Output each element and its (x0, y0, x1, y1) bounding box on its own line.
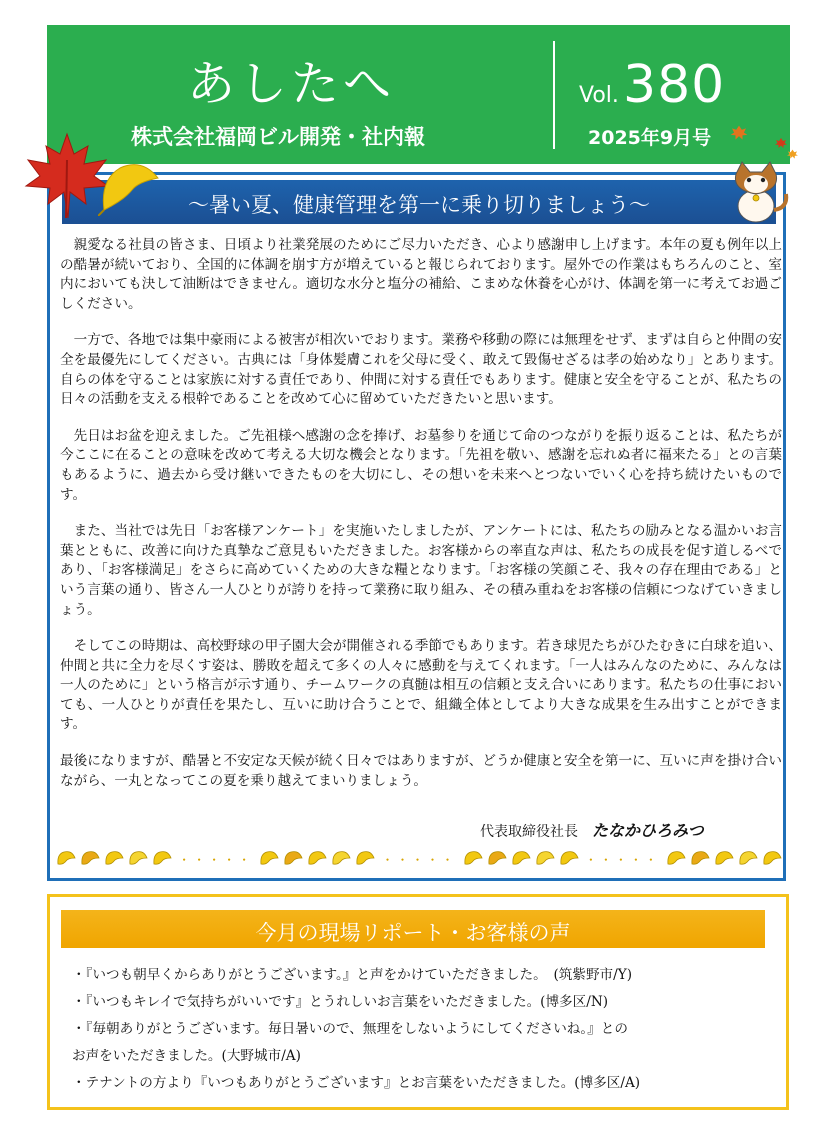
newsletter-title: あしたへ (187, 56, 396, 112)
signature (480, 818, 704, 841)
header (47, 25, 790, 164)
ginkgo-leaf-icon (80, 850, 100, 868)
report-banner-text: 今月の現場リポート・お客様の声 (255, 921, 571, 945)
ginkgo-leaf-icon (128, 850, 148, 868)
issue-date: 2025年9月号 (588, 127, 712, 149)
ginkgo-leaf-icon (56, 850, 76, 868)
message-banner-text: ～暑い夏、健康管理を第一に乗り切りましょう～ (188, 193, 650, 217)
ginkgo-leaf-icon (307, 850, 327, 868)
list-item: お声をいただきました。(大野城市/A) (72, 1048, 301, 1064)
message-paragraph: 一方で、各地では集中豪雨による被害が相次いでおります。業務や移動の際には無理をせず、まずは自らと仲間の安全を最優先にしてください。古典には「身体髪膚これを父母に受く、敢えて毀傷せざるは孝の始めなり」とあります。自らの体を守ることは家族に対する責任であり、仲間に対する責任でもあります。健康と安全を守ることが、私たちの日々の活動を支える根幹であることを改めて心に留めていただきたいと思います。 (60, 332, 782, 408)
message-banner (62, 180, 776, 224)
signature-title: 代表取締役社長 (480, 824, 578, 840)
cat-icon (716, 160, 796, 226)
signature-name: たなかひろみつ (592, 821, 704, 840)
customer-voices (72, 962, 772, 1097)
report-banner (61, 910, 765, 948)
header-divider (553, 41, 555, 149)
message-paragraph: また、当社では先日「お客様アンケート」を実施いたしましたが、アンケートには、私たちの励みとなる温かいお言葉とともに、改善に向けた真摯なご意見もいただきました。お客様からの率直な声は、私たちの成長を促す道しるべであり、「お客様満足」をさらに高めていくための大きな糧となります。「お客様の笑顔こそ、我々の存在理由である」という言葉の通り、皆さん一人ひとりが誇りを持って業務に取り組み、その積み重ねをお客様の信頼につなげていきましょう。 (60, 523, 782, 618)
list-item: ・『いつもキレイで気持ちがいいです』とうれしいお言葉をいただきました。(博多区/N) (72, 994, 609, 1010)
ginkgo-leaf-icon (283, 850, 303, 868)
ginkgo-border (56, 848, 782, 870)
ginkgo-leaf-icon (331, 850, 351, 868)
ginkgo-leaf-icon (355, 850, 375, 868)
vol-number: 380 (623, 55, 726, 115)
ginkgo-leaf-icon (762, 850, 782, 868)
ginkgo-leaf-icon (98, 160, 162, 216)
ginkgo-leaf-icon (738, 850, 758, 868)
ginkgo-leaf-icon (152, 850, 172, 868)
dotted-separator: ・・・・・ (178, 852, 254, 867)
ginkgo-leaf-icon (714, 850, 734, 868)
company-name: 株式会社福岡ビル開発・社内報 (131, 125, 425, 149)
ginkgo-leaf-icon (535, 850, 555, 868)
list-item: ・テナントの方より『いつもありがとうございます』とお言葉をいただきました。(博多区/A) (72, 1075, 641, 1091)
list-item: ・『いつも朝早くからありがとうございます。』と声をかけていただきました。 (筑紫野市/Y) (72, 967, 633, 983)
list-item: ・『毎朝ありがとうございます。毎日暑いので、無理をしないようにしてくださいね。』との (72, 1021, 628, 1037)
ginkgo-leaf-icon (511, 850, 531, 868)
ginkgo-leaf-icon (690, 850, 710, 868)
message-paragraph: 先日はお盆を迎えました。ご先祖様へ感謝の念を捧げ、お墓参りを通じて命のつながりを振り返ることは、私たちが今ここに在ることの意味を改めて考える大切な機会となります。「先祖を敬い、感謝を忘れぬ者に福来たる」との言葉もあるように、過去から受け継いできたものを大切にし、その想いを未来へとつないでいく心を持ち続けたいものです。 (60, 427, 782, 503)
ginkgo-leaf-icon (666, 850, 686, 868)
message-paragraph: 親愛なる社員の皆さま、日頃より社業発展のためにご尽力いただき、心より感謝申し上げます。本年の夏も例年以上の酷暑が続いており、全国的に体調を崩す方が増えていると報じられております。屋外での作業はもちろんのこと、室内においても決して油断はできません。適切な水分と塩分の補給、こまめな休養を心がけ、体調を第一に考えてお過ごしください。 (60, 237, 782, 312)
dotted-separator: ・・・・・ (381, 852, 457, 867)
ginkgo-leaf-icon (463, 850, 483, 868)
message-body (60, 236, 782, 808)
message-paragraph: そしてこの時期は、高校野球の甲子園大会が開催される季節でもあります。若き球児たちがひたむきに白球を追い、仲間と共に全力を尽くす姿は、勝敗を超えて多くの人々に感動を与えてくれます。「一人はみんなのために、みんなは一人のために」という格言が示す通り、チームワークの真髄は相互の信頼と支え合いにあります。私たちの仕事においても、一人ひとりが責任を果たし、互いに助け合うことで、組織全体としてより大きな成果を生み出すことができます。 (60, 638, 782, 733)
dotted-separator: ・・・・・ (584, 852, 660, 867)
message-paragraph: 最後になりますが、酷暑と不安定な天候が続く日々ではありますが、どうか健康と安全を第一に、互いに声を掛け合いながら、一丸となってこの夏を乗り越えてまいりましょう。 (60, 753, 782, 789)
ginkgo-leaf-icon (487, 850, 507, 868)
ginkgo-leaf-icon (104, 850, 124, 868)
ginkgo-leaf-icon (259, 850, 279, 868)
vol-label: Vol. (579, 83, 619, 108)
ginkgo-leaf-icon (559, 850, 579, 868)
